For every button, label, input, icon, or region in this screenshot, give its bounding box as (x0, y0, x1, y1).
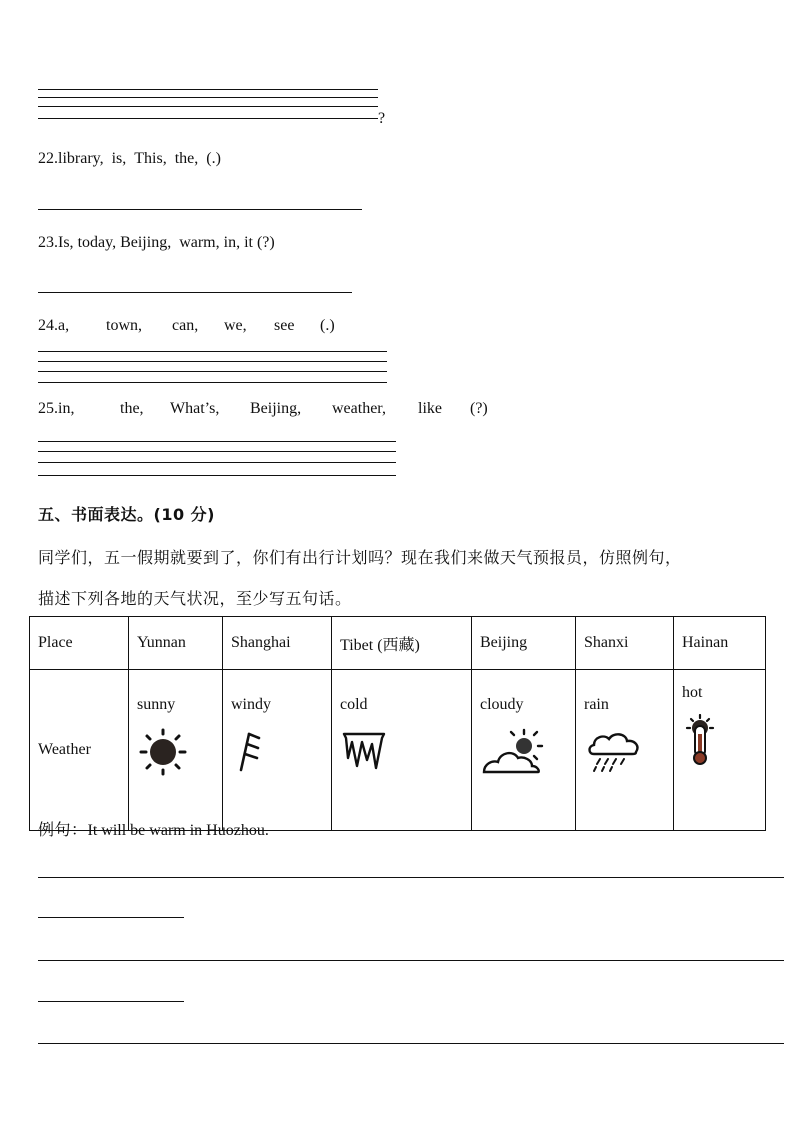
weather-text: cold (340, 696, 368, 713)
rain-cloud-icon (584, 728, 644, 774)
writing-line[interactable] (38, 960, 784, 961)
weather-cell (129, 670, 223, 831)
question-number: 23. (38, 234, 58, 251)
instruction-line-1: 同学们，五一假期就要到了，你们有出行计划吗？现在我们来做天气预报员，仿照例句， (38, 548, 682, 567)
weather-text: sunny (137, 696, 176, 713)
place-cell: Shanxi (576, 617, 674, 670)
place-label: Place (30, 617, 129, 670)
question-number: 22. (38, 150, 58, 167)
place-cell: Hainan (674, 617, 766, 670)
writing-line[interactable] (38, 917, 184, 918)
writing-line[interactable] (38, 1043, 784, 1044)
place-cell: Shanghai (223, 617, 332, 670)
question-number: 25. (38, 400, 58, 417)
q23-answer-line[interactable] (38, 292, 352, 293)
question-23: 23.Is, today, Beijing, warm, in, it (?) (38, 234, 275, 251)
q22-answer-line[interactable] (38, 209, 362, 210)
weather-table (29, 616, 766, 831)
weather-label: Weather (30, 670, 129, 831)
example-sentence (38, 817, 269, 840)
place-cell: Beijing (472, 617, 576, 670)
writing-line[interactable] (38, 1001, 184, 1002)
icicle-icon (340, 728, 388, 772)
thermometer-icon (682, 714, 718, 766)
weather-text: cloudy (480, 696, 524, 713)
weather-cell (576, 670, 674, 831)
weather-text: windy (231, 696, 271, 713)
place-cell: Yunnan (129, 617, 223, 670)
question-24: 24.a, town, can, we, see (.) (38, 317, 335, 334)
weather-cell (223, 670, 332, 831)
weather-cell (674, 670, 766, 831)
place-row (30, 617, 766, 670)
instruction-line-2: 描述下列各地的天气状况，至少写五句话。 (38, 589, 352, 608)
question-22: 22.library, is, This, the, (.) (38, 150, 221, 167)
question-number: 24. (38, 317, 58, 334)
section-heading: 五、书面表达。(10 分) (38, 505, 215, 524)
question-25: 25.in, the, What’s, Beijing, weather, like (?) (38, 400, 488, 417)
writing-line[interactable] (38, 877, 784, 878)
wind-icon (231, 728, 271, 776)
example-label: 例句： (38, 820, 88, 839)
example-text: It will be warm in Huozhou. (87, 822, 269, 839)
weather-cell (472, 670, 576, 831)
weather-text: rain (584, 696, 609, 713)
weather-cell (332, 670, 472, 831)
cloud-sun-icon (480, 728, 548, 778)
q21-question-mark: ? (378, 110, 386, 127)
place-cell: Tibet (西藏) (332, 617, 472, 670)
weather-text: hot (682, 684, 703, 701)
weather-row (30, 670, 766, 831)
sun-icon (137, 728, 189, 776)
